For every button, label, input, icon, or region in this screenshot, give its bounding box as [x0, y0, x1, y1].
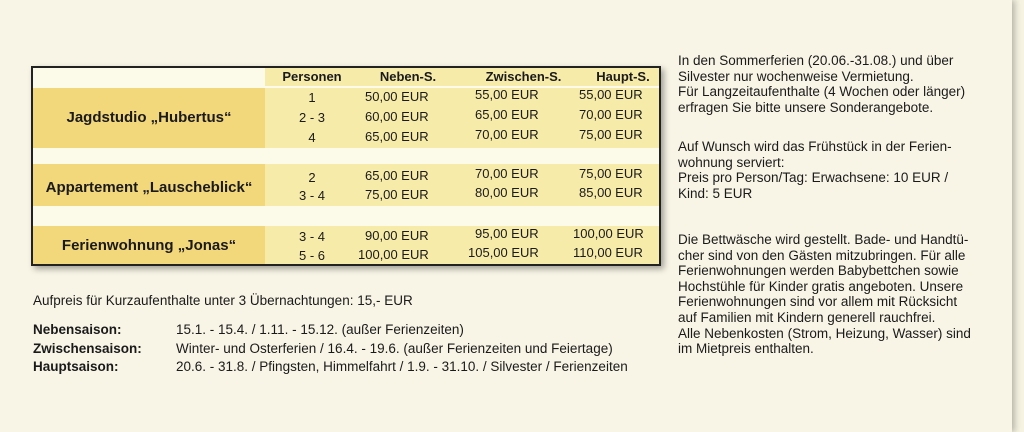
- cell-haupt: 100,00 EUR: [573, 226, 644, 241]
- season-text-neben: 15.1. - 15.4. / 1.11. - 15.12. (außer Ferienzeiten): [176, 322, 464, 337]
- info-column: [678, 53, 1008, 129]
- info-vacation-rules: In den Sommerferien (20.06.-31.08.) und über Silvester nur wochenweise Vermietung. Für Langzeitaufenthalte (4 Wochen oder länger) erfragen Sie bitte unsere Sonderangebote.: [678, 53, 966, 115]
- cell-neben: 50,00 EUR: [365, 89, 429, 104]
- cell-persons: 3 - 4: [298, 229, 325, 244]
- group-name-hubertus: Jagdstudio „Hubertus“: [66, 109, 232, 126]
- cell-persons: 1: [308, 90, 316, 105]
- header-zwischen: Zwischen-S.: [485, 69, 562, 84]
- cell-neben: 90,00 EUR: [365, 228, 429, 243]
- cell-zwischen: 105,00 EUR: [468, 245, 539, 260]
- group-name-lauscheblick: Appartement „Lauscheblick“: [45, 179, 253, 196]
- cell-persons: 5 - 6: [298, 248, 325, 263]
- cell-haupt: 110,00 EUR: [573, 245, 643, 260]
- cell-persons: 2: [308, 170, 316, 185]
- season-text-haupt: 20.6. - 31.8. / Pfingsten, Himmelfahrt / 1.9. - 31.10. / Silvester / Ferienzeiten: [176, 359, 628, 374]
- cell-haupt: 75,00 EUR: [579, 166, 643, 181]
- season-label-haupt: Hauptsaison:: [33, 359, 119, 374]
- cell-zwischen: 95,00 EUR: [475, 226, 539, 241]
- cell-haupt: 70,00 EUR: [579, 107, 643, 122]
- surcharge-note: Aufpreis für Kurzaufenthalte unter 3 Übernachtungen: 15,- EUR: [33, 293, 413, 308]
- info-breakfast: Auf Wunsch wird das Frühstück in der Ferien- wohnung serviert: Preis pro Person/Tag: Erwachsene: 10 EUR / Kind: 5 EUR: [678, 139, 952, 201]
- cell-zwischen: 80,00 EUR: [475, 185, 539, 200]
- header-neben: Neben-S.: [379, 69, 437, 84]
- info-breakfast-block: [678, 139, 1008, 215]
- cell-persons: 4: [308, 130, 316, 145]
- cell-persons: 3 - 4: [298, 188, 325, 203]
- cell-neben: 65,00 EUR: [365, 168, 429, 183]
- cell-haupt: 75,00 EUR: [579, 127, 643, 142]
- group-name-jonas: Ferienwohnung „Jonas“: [61, 237, 237, 254]
- info-linen: Die Bettwäsche wird gestellt. Bade- und Handtü- cher sind von den Gästen mitzubringen. Für alle Ferienwohnungen werden Babybettchen sowie Hochstühle für Kinder gratis angeboten. Unsere Ferienwohnungen sind vor allem mit Rücksicht auf Familien mit Kindern generell rauchfrei. Alle Nebenkosten (Strom, Heizung, Wasser) sind im Mietpreis enthalten.: [678, 232, 971, 357]
- cell-neben: 65,00 EUR: [365, 129, 429, 144]
- header-haupt: Haupt-S.: [596, 69, 650, 84]
- price-table: [31, 66, 661, 266]
- cell-neben: 75,00 EUR: [365, 187, 429, 202]
- season-label-zwischen: Zwischensaison:: [33, 341, 142, 356]
- season-text-zwischen: Winter- und Osterferien / 16.4. - 19.6. (außer Ferienzeiten und Feiertage): [176, 341, 613, 356]
- header-personen: Personen: [282, 69, 342, 84]
- cell-zwischen: 70,00 EUR: [475, 166, 539, 181]
- cell-zwischen: 55,00 EUR: [475, 87, 539, 102]
- cell-haupt: 85,00 EUR: [579, 185, 643, 200]
- cell-zwischen: 65,00 EUR: [475, 107, 539, 122]
- info-linen-block: [678, 232, 1008, 371]
- cell-neben: 60,00 EUR: [365, 109, 429, 124]
- season-label-neben: Nebensaison:: [33, 322, 122, 337]
- cell-neben: 100,00 EUR: [358, 247, 429, 262]
- cell-zwischen: 70,00 EUR: [475, 127, 539, 142]
- cell-haupt: 55,00 EUR: [579, 87, 643, 102]
- cell-persons: 2 - 3: [298, 110, 325, 125]
